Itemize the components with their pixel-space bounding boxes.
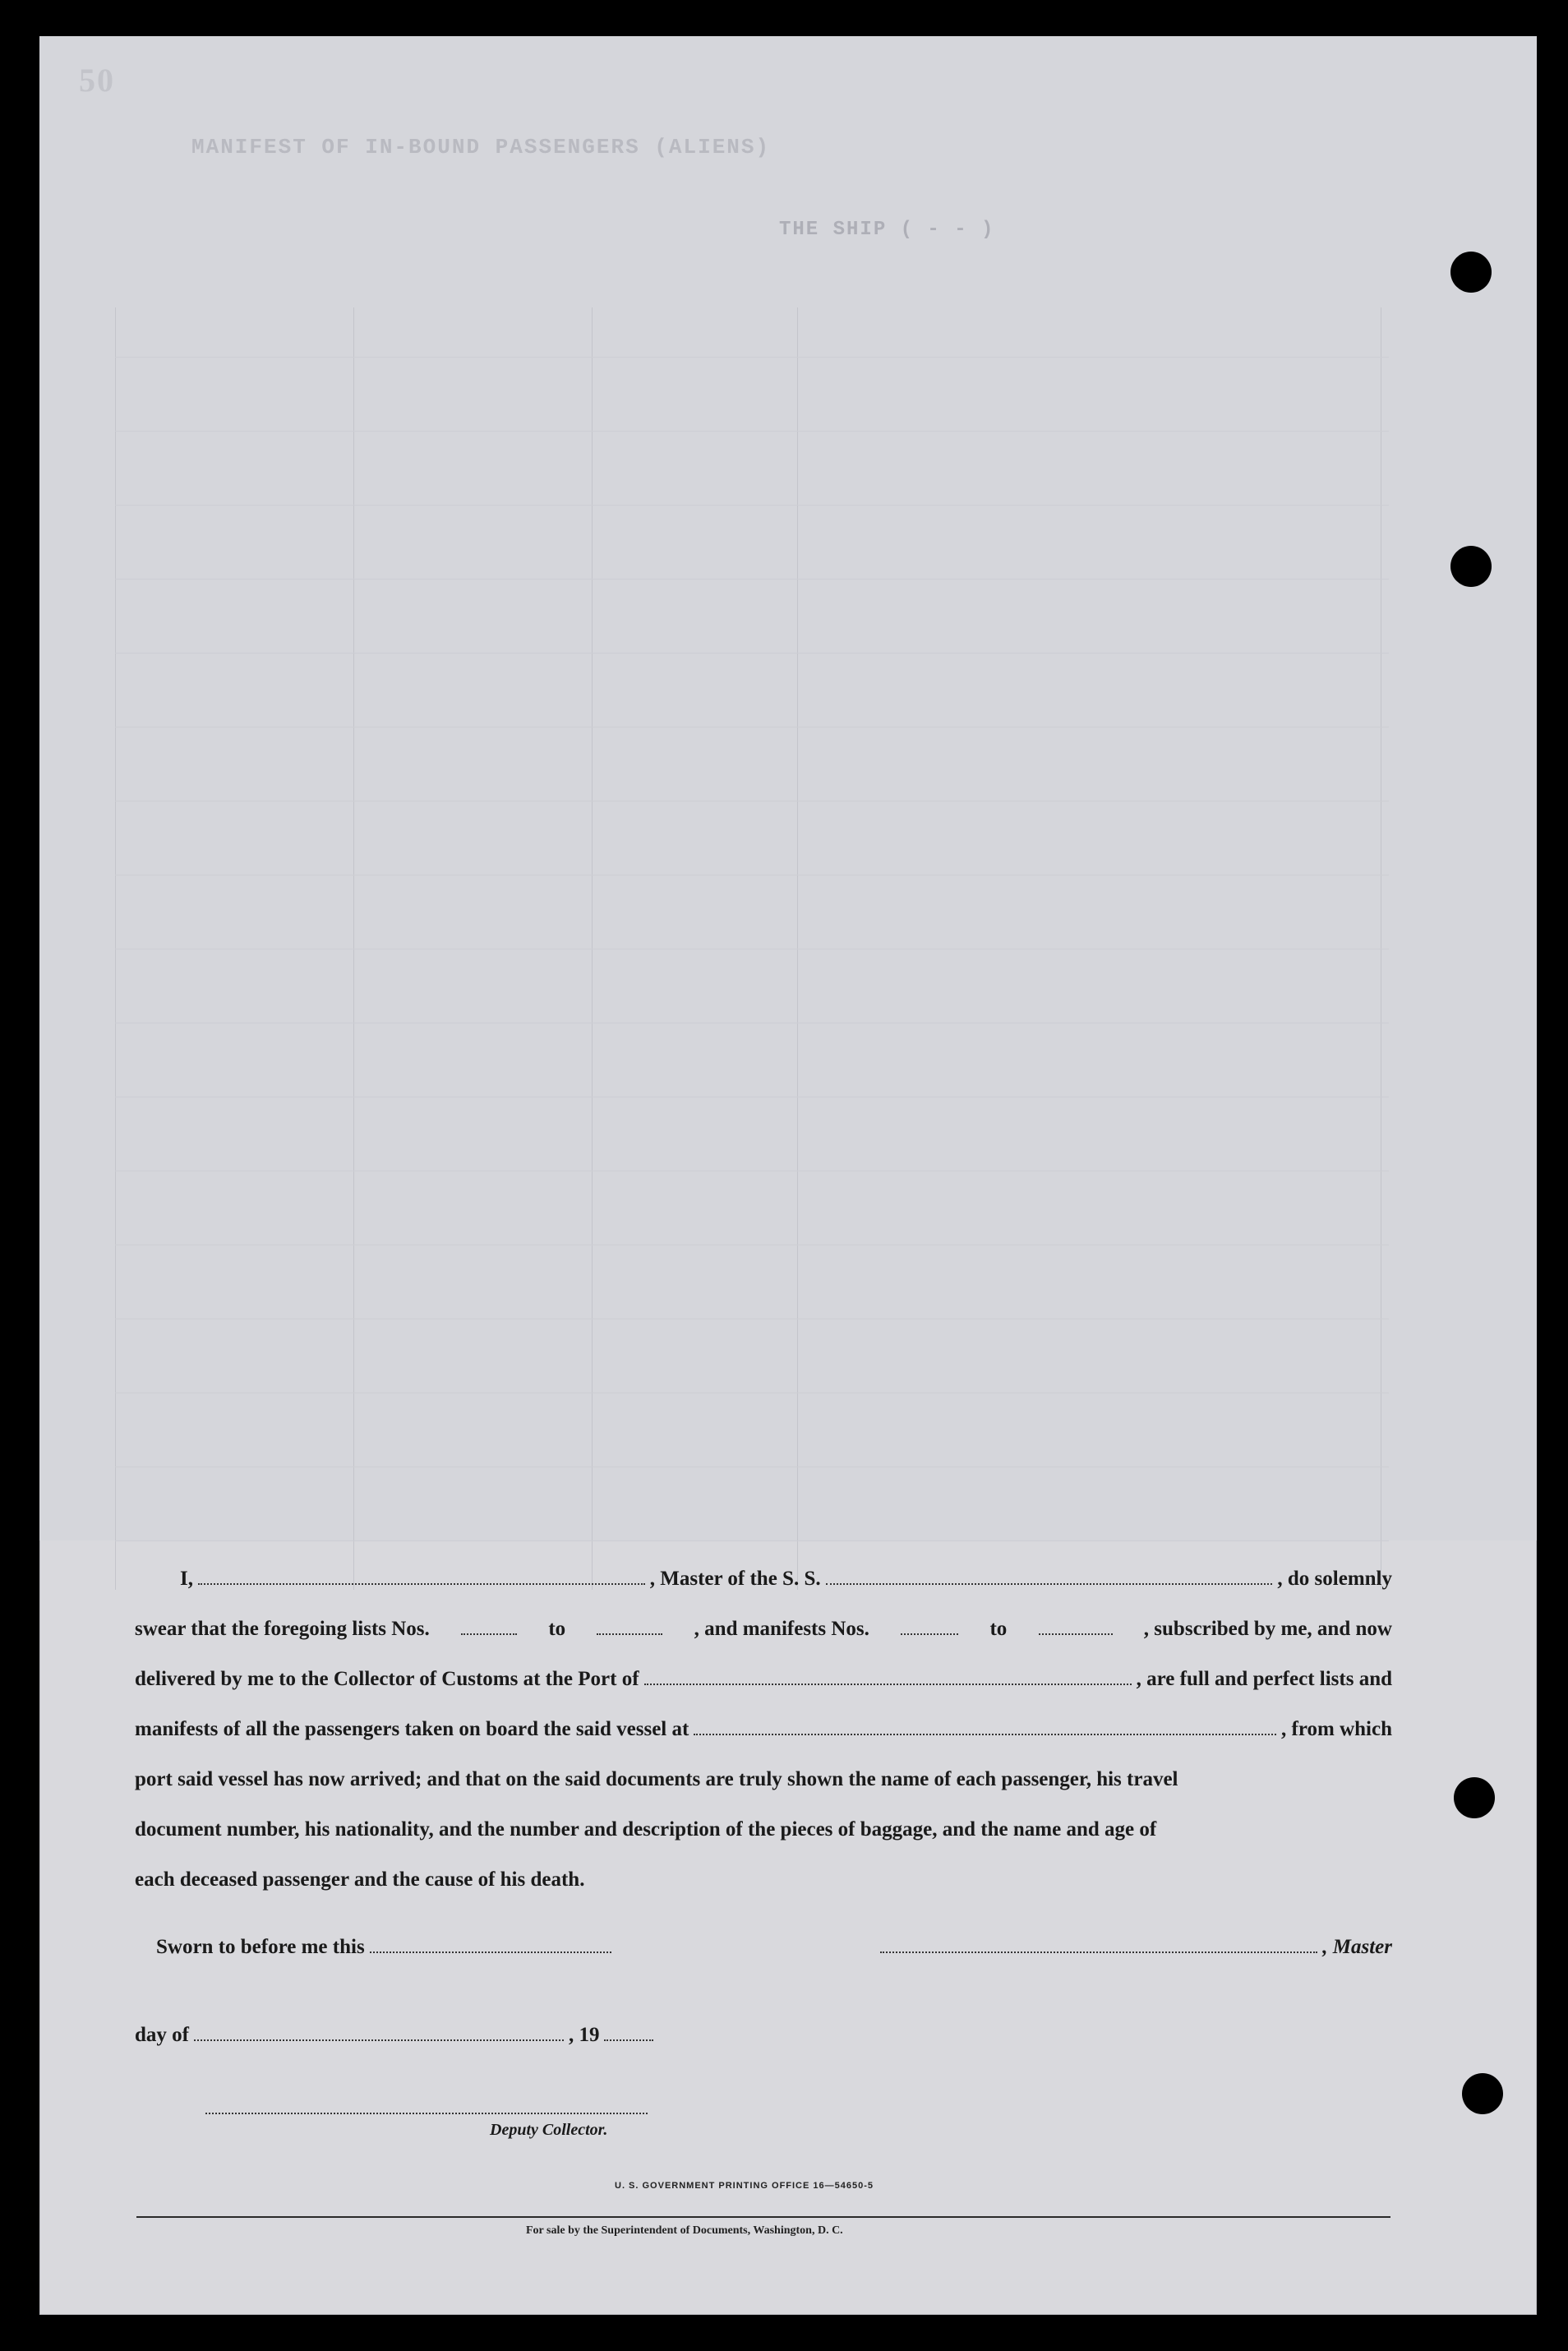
sworn-line: Sworn to before me this , Master [156, 1936, 1392, 1958]
oath-line-4: manifests of all the passengers taken on board the said vessel at , from which [135, 1718, 1392, 1740]
oath-line-6: document number, his nationality, and the number and description of the pieces of baggage, and the name and age of [135, 1818, 1157, 1841]
deputy-signature-field[interactable] [205, 2113, 648, 2114]
punch-hole [1462, 2073, 1503, 2114]
deputy-collector-label: Deputy Collector. [490, 2121, 608, 2139]
punch-hole [1450, 252, 1492, 293]
footer-rule [136, 2216, 1390, 2218]
punch-hole [1454, 1777, 1495, 1818]
year-field[interactable] [604, 2039, 653, 2041]
embarkation-port-field[interactable] [694, 1733, 1276, 1735]
ghost-table-grid [115, 307, 1389, 1590]
lists-to-field[interactable] [597, 1633, 662, 1635]
manifest-page [39, 36, 1537, 2315]
ship-name-field[interactable] [826, 1582, 1273, 1585]
ghost-manifest-title: MANIFEST OF IN-BOUND PASSENGERS (ALIENS) [191, 135, 771, 159]
day-line: day of , 19 [135, 2024, 658, 2048]
oath-line-1: I, , Master of the S. S. , do solemnly [180, 1568, 1393, 1590]
manifests-from-field[interactable] [901, 1633, 958, 1635]
oath-line-3: delivered by me to the Collector of Customs at the Port of , are full and perfect lists and [135, 1668, 1392, 1690]
day-month-field[interactable] [194, 2039, 564, 2041]
master-signature-field[interactable] [880, 1951, 1317, 1953]
oath-line-2: swear that the foregoing lists Nos. to , and manifests Nos. to , subscribed by me, and now [135, 1618, 1392, 1640]
master-name-field[interactable] [198, 1582, 645, 1585]
oath-line-7: each deceased passenger and the cause of his death. [135, 1868, 585, 1891]
for-sale-note: For sale by the Superintendent of Documents, Washington, D. C. [526, 2224, 843, 2237]
gpo-imprint: U. S. GOVERNMENT PRINTING OFFICE 16—54650-5 [615, 2181, 874, 2191]
oath-line-5: port said vessel has now arrived; and that on the said documents are truly shown the name of each passenger, his travel [135, 1768, 1178, 1790]
manifests-to-field[interactable] [1039, 1633, 1113, 1635]
lists-from-field[interactable] [461, 1633, 517, 1635]
master-oath [135, 1554, 1392, 1905]
punch-hole [1450, 546, 1492, 587]
sworn-date-field[interactable] [370, 1951, 611, 1953]
port-field[interactable] [644, 1683, 1132, 1685]
ghost-ship-line: THE SHIP ( - - ) [779, 219, 995, 241]
page-number: 50 [79, 62, 115, 99]
